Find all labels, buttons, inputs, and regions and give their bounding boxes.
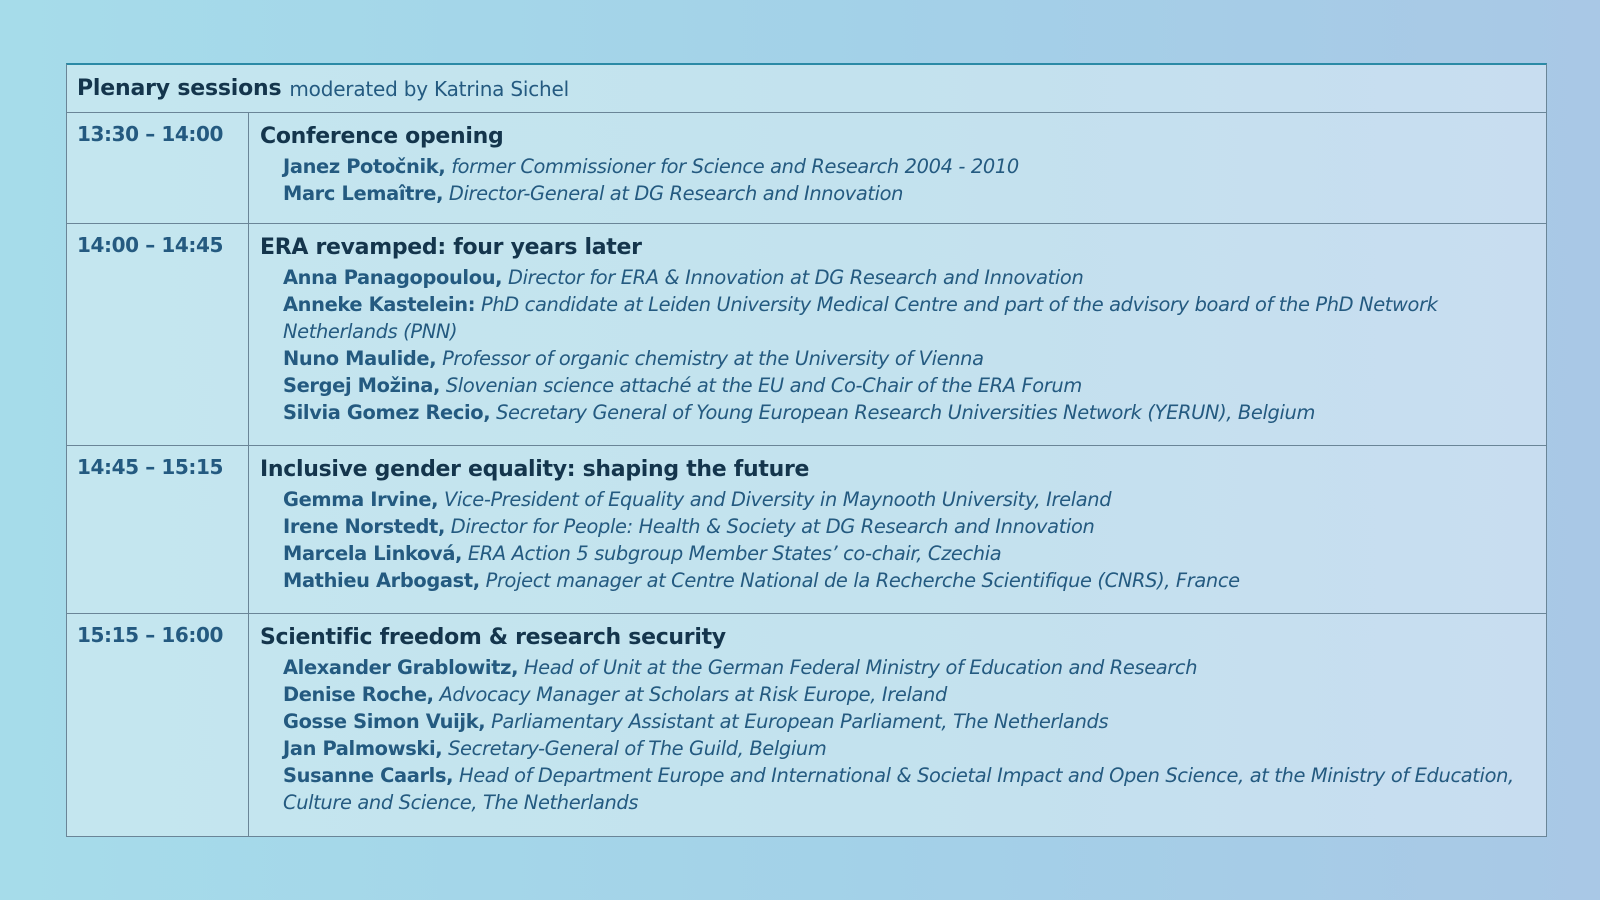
session-title: Inclusive gender equality: shaping the future [260, 457, 810, 482]
speaker-item [283, 540, 1526, 567]
speaker-name: Jan Palmowski, [283, 737, 443, 760]
speaker-list [260, 264, 1526, 426]
speaker-role: Secretary General of Young European Research Universities Network (YERUN), Belgium [490, 401, 1315, 424]
speaker-name: Mathieu Arbogast, [283, 569, 480, 592]
speaker-role: Director-General at DG Research and Innovation [443, 182, 904, 205]
speaker-name: Silvia Gomez Recio, [283, 401, 491, 424]
speaker-role: Project manager at Centre National de la Recherche Scientifique (CNRS), France [479, 569, 1240, 592]
speaker-item [283, 264, 1526, 291]
speaker-item [283, 681, 1526, 708]
speaker-list [260, 153, 1526, 207]
session-time: 14:45 – 15:15 [67, 446, 249, 613]
session-content [249, 113, 1546, 223]
speaker-list [260, 486, 1526, 594]
speaker-role: Slovenian science attaché at the EU and Co-Chair of the ERA Forum [440, 374, 1082, 397]
session-time: 13:30 – 14:00 [67, 113, 249, 223]
speaker-item [283, 567, 1526, 594]
speaker-role: Director for People: Health & Society at DG Research and Innovation [444, 515, 1095, 538]
speaker-name: Anneke Kastelein: [283, 293, 476, 316]
speaker-item [283, 654, 1526, 681]
speaker-role: Head of Unit at the German Federal Ministry of Education and Research [518, 656, 1198, 679]
speaker-name: Marcela Linková, [283, 542, 463, 565]
speaker-item [283, 399, 1526, 426]
session-row [67, 446, 1546, 614]
speaker-name: Susanne Caarls, [283, 764, 454, 787]
session-content [249, 224, 1546, 445]
speaker-name: Gosse Simon Vuijk, [283, 710, 486, 733]
speaker-item [283, 708, 1526, 735]
speaker-role: former Commissioner for Science and Research 2004 - 2010 [445, 155, 1019, 178]
session-title: Scientific freedom & research security [260, 625, 726, 650]
speaker-item [283, 345, 1526, 372]
speaker-role: Advocacy Manager at Scholars at Risk Europe, Ireland [433, 683, 947, 706]
speaker-name: Sergej Možina, [283, 374, 441, 397]
session-content [249, 446, 1546, 613]
speaker-name: Gemma Irvine, [283, 488, 439, 511]
speaker-role: Parliamentary Assistant at European Parliament, The Netherlands [485, 710, 1109, 733]
header-subtitle: moderated by Katrina Sichel [289, 76, 569, 101]
speaker-name: Marc Lemaître, [283, 182, 444, 205]
speaker-name: Anna Panagopoulou, [283, 266, 503, 289]
speaker-item [283, 486, 1526, 513]
speaker-role: ERA Action 5 subgroup Member States’ co-chair, Czechia [462, 542, 1002, 565]
speaker-item [283, 762, 1526, 816]
header-title: Plenary sessions [77, 76, 282, 101]
speaker-item [283, 372, 1526, 399]
speaker-item [283, 291, 1526, 345]
speaker-name: Irene Norstedt, [283, 515, 445, 538]
session-time: 15:15 – 16:00 [67, 614, 249, 836]
speaker-name: Nuno Maulide, [283, 347, 437, 370]
speaker-name: Janez Potočnik, [283, 155, 446, 178]
session-time: 14:00 – 14:45 [67, 224, 249, 445]
speaker-role: PhD candidate at Leiden University Medical Centre and part of the advisory board of the PhD Network Netherlands (PNN) [283, 293, 1438, 343]
speaker-item [283, 153, 1526, 180]
speaker-role: Secretary-General of The Guild, Belgium [442, 737, 827, 760]
speaker-role: Director for ERA & Innovation at DG Research and Innovation [502, 266, 1084, 289]
speaker-name: Alexander Grablowitz, [283, 656, 519, 679]
speaker-item [283, 735, 1526, 762]
plenary-sessions-table [66, 63, 1547, 837]
speaker-role: Head of Department Europe and International & Societal Impact and Open Science, at the Ministry of Education, Culture and Science, The Netherlands [283, 764, 1514, 814]
table-header [67, 65, 1546, 113]
speaker-name: Denise Roche, [283, 683, 434, 706]
session-title: Conference opening [260, 124, 504, 149]
session-row [67, 224, 1546, 446]
session-row [67, 614, 1546, 836]
speaker-role: Vice-President of Equality and Diversity in Maynooth University, Ireland [438, 488, 1112, 511]
session-title: ERA revamped: four years later [260, 235, 642, 260]
speaker-item [283, 180, 1526, 207]
speaker-item [283, 513, 1526, 540]
speaker-role: Professor of organic chemistry at the University of Vienna [436, 347, 984, 370]
session-content [249, 614, 1546, 836]
speaker-list [260, 654, 1526, 816]
session-row [67, 113, 1546, 224]
